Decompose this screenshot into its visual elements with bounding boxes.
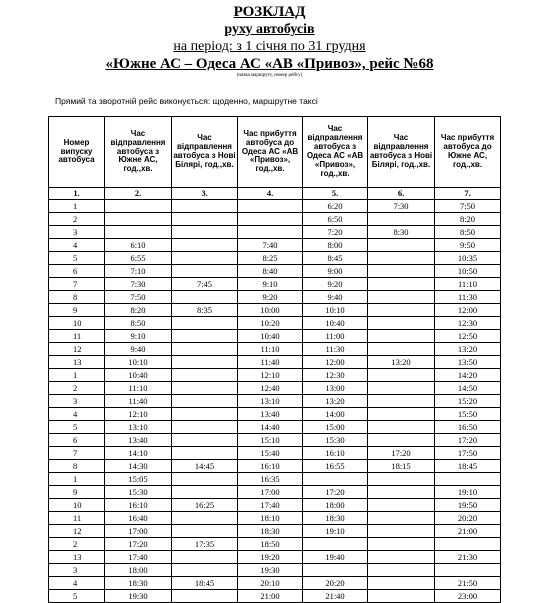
depart-novi-bilyari-cell [172,564,238,577]
column-number: 6. [368,188,435,200]
arrive-yuzhne-cell [435,538,501,551]
depart-yuzhne-cell: 11:10 [105,382,172,395]
bus-number-cell: 3 [49,395,105,408]
depart-yuzhne-cell [105,213,172,226]
depart-yuzhne-cell: 9:40 [105,343,172,356]
depart-novi-bilyari-return-cell: 7:30 [368,200,435,213]
arrive-yuzhne-cell: 23:00 [435,590,501,603]
depart-novi-bilyari-cell [172,551,238,564]
table-row [49,499,501,512]
table-row [49,577,501,590]
bus-number-cell: 5 [49,590,105,603]
arrive-yuzhne-cell: 8:20 [435,213,501,226]
table-row [49,382,501,395]
table-row [49,512,501,525]
depart-odesa-cell: 16:10 [303,447,368,460]
depart-odesa-cell: 10:40 [303,317,368,330]
arrive-odesa-cell: 20:10 [238,577,303,590]
arrive-yuzhne-cell: 16:50 [435,421,501,434]
arrive-odesa-cell: 19:20 [238,551,303,564]
arrive-yuzhne-cell: 15:20 [435,395,501,408]
depart-odesa-cell: 11:30 [303,343,368,356]
arrive-yuzhne-cell [435,564,501,577]
bus-number-cell: 7 [49,278,105,291]
depart-yuzhne-cell: 13:10 [105,421,172,434]
depart-yuzhne-cell: 9:10 [105,330,172,343]
arrive-yuzhne-cell: 11:10 [435,278,501,291]
arrive-yuzhne-cell: 12:30 [435,317,501,330]
depart-odesa-cell: 14:00 [303,408,368,421]
depart-yuzhne-cell: 11:40 [105,395,172,408]
depart-novi-bilyari-cell [172,291,238,304]
column-header: Час відправлення автобуса з Одеса АС «АВ «Привоз», год.,хв. [303,117,368,188]
depart-novi-bilyari-return-cell [368,486,435,499]
document-subtitle: руху автобусів [224,22,315,37]
depart-yuzhne-cell: 17:20 [105,538,172,551]
table-row [49,564,501,577]
depart-yuzhne-cell: 13:40 [105,434,172,447]
arrive-yuzhne-cell: 10:50 [435,265,501,278]
depart-novi-bilyari-return-cell [368,291,435,304]
table-row [49,252,501,265]
depart-novi-bilyari-return-cell [368,421,435,434]
table-row [49,408,501,421]
depart-novi-bilyari-cell [172,447,238,460]
arrive-odesa-cell: 12:10 [238,369,303,382]
bus-number-cell: 2 [49,382,105,395]
bus-number-cell: 10 [49,317,105,330]
depart-novi-bilyari-cell: 14:45 [172,460,238,473]
depart-yuzhne-cell [105,200,172,213]
bus-number-cell: 13 [49,356,105,369]
table-row [49,356,501,369]
depart-novi-bilyari-cell [172,590,238,603]
depart-odesa-cell: 15:00 [303,421,368,434]
depart-novi-bilyari-return-cell [368,317,435,330]
arrive-odesa-cell: 10:00 [238,304,303,317]
depart-odesa-cell: 20:20 [303,577,368,590]
depart-odesa-cell: 9:00 [303,265,368,278]
depart-novi-bilyari-cell [172,213,238,226]
bus-number-cell: 6 [49,265,105,278]
depart-odesa-cell [303,564,368,577]
depart-yuzhne-cell: 18:00 [105,564,172,577]
depart-odesa-cell: 9:20 [303,278,368,291]
arrive-odesa-cell: 11:40 [238,356,303,369]
route-caption: (назва маршруту, номер рейсу) [236,73,303,78]
depart-odesa-cell: 12:00 [303,356,368,369]
depart-odesa-cell: 6:20 [303,200,368,213]
table-row [49,473,501,486]
column-number-row [49,188,501,200]
arrive-yuzhne-cell: 13:50 [435,356,501,369]
table-row [49,421,501,434]
arrive-odesa-cell: 8:25 [238,252,303,265]
table-row [49,525,501,538]
arrive-odesa-cell: 10:20 [238,317,303,330]
depart-novi-bilyari-return-cell [368,239,435,252]
depart-yuzhne-cell: 10:40 [105,369,172,382]
table-row [49,200,501,213]
depart-odesa-cell: 19:10 [303,525,368,538]
column-header: Час прибуття автобуса до Южне АС, год.,хв. [435,117,501,188]
column-header: Час відправлення автобуса з Нові Білярі, год.,хв. [172,117,238,188]
depart-novi-bilyari-return-cell [368,343,435,356]
route-name: «Южне АС – Одеса АС «АВ «Привоз», рейс №68 [105,56,434,72]
depart-yuzhne-cell: 17:00 [105,525,172,538]
depart-novi-bilyari-return-cell [368,434,435,447]
depart-novi-bilyari-cell [172,265,238,278]
depart-novi-bilyari-cell [172,382,238,395]
depart-odesa-cell: 7:20 [303,226,368,239]
depart-yuzhne-cell: 7:30 [105,278,172,291]
depart-novi-bilyari-return-cell [368,525,435,538]
arrive-odesa-cell: 18:50 [238,538,303,551]
depart-novi-bilyari-return-cell [368,551,435,564]
depart-novi-bilyari-return-cell [368,577,435,590]
arrive-odesa-cell: 19:30 [238,564,303,577]
arrive-odesa-cell: 16:10 [238,460,303,473]
bus-number-cell: 4 [49,239,105,252]
column-header: Час відправлення автобуса з Нові Білярі, год.,хв. [368,117,435,188]
depart-odesa-cell: 8:45 [303,252,368,265]
column-number: 4. [238,188,303,200]
arrive-yuzhne-cell: 21:50 [435,577,501,590]
arrive-odesa-cell: 18:30 [238,525,303,538]
table-row [49,278,501,291]
depart-novi-bilyari-cell: 18:45 [172,577,238,590]
depart-novi-bilyari-cell: 16:25 [172,499,238,512]
arrive-odesa-cell: 18:10 [238,512,303,525]
arrive-yuzhne-cell: 14:50 [435,382,501,395]
depart-novi-bilyari-return-cell [368,304,435,317]
bus-number-cell: 4 [49,577,105,590]
arrive-odesa-cell: 12:40 [238,382,303,395]
arrive-odesa-cell: 17:40 [238,499,303,512]
depart-odesa-cell: 18:30 [303,512,368,525]
schedule-table [48,116,501,603]
depart-novi-bilyari-return-cell [368,538,435,551]
table-row [49,226,501,239]
column-number: 2. [105,188,172,200]
depart-novi-bilyari-return-cell [368,590,435,603]
arrive-yuzhne-cell: 21:30 [435,551,501,564]
arrive-odesa-cell: 8:40 [238,265,303,278]
depart-novi-bilyari-cell [172,239,238,252]
depart-novi-bilyari-cell [172,486,238,499]
depart-novi-bilyari-return-cell [368,382,435,395]
bus-number-cell: 11 [49,512,105,525]
arrive-yuzhne-cell: 12:00 [435,304,501,317]
depart-novi-bilyari-cell: 7:45 [172,278,238,291]
arrive-yuzhne-cell: 12:50 [435,330,501,343]
arrive-yuzhne-cell: 19:50 [435,499,501,512]
depart-novi-bilyari-return-cell [368,330,435,343]
schedule-period: на період: з 1 січня по 31 грудня [173,39,366,54]
depart-novi-bilyari-cell [172,512,238,525]
depart-novi-bilyari-return-cell: 13:20 [368,356,435,369]
depart-novi-bilyari-return-cell [368,213,435,226]
document-title: РОЗКЛАД [233,4,306,20]
bus-number-cell: 3 [49,226,105,239]
bus-number-cell: 9 [49,486,105,499]
depart-novi-bilyari-return-cell [368,369,435,382]
depart-yuzhne-cell: 18:30 [105,577,172,590]
table-row [49,304,501,317]
arrive-odesa-cell [238,213,303,226]
depart-yuzhne-cell: 6:10 [105,239,172,252]
table-row [49,213,501,226]
table-row [49,486,501,499]
depart-novi-bilyari-cell: 8:35 [172,304,238,317]
arrive-yuzhne-cell: 10:35 [435,252,501,265]
arrive-odesa-cell: 16:35 [238,473,303,486]
depart-novi-bilyari-cell [172,408,238,421]
depart-novi-bilyari-return-cell [368,473,435,486]
table-header-row [49,117,501,188]
arrive-odesa-cell: 7:40 [238,239,303,252]
depart-yuzhne-cell: 8:20 [105,304,172,317]
table-row [49,317,501,330]
arrive-odesa-cell: 9:10 [238,278,303,291]
depart-novi-bilyari-return-cell [368,408,435,421]
depart-odesa-cell: 19:40 [303,551,368,564]
column-number: 5. [303,188,368,200]
arrive-yuzhne-cell: 17:20 [435,434,501,447]
depart-odesa-cell: 16:55 [303,460,368,473]
arrive-yuzhne-cell [435,473,501,486]
depart-odesa-cell: 13:00 [303,382,368,395]
depart-yuzhne-cell: 15:05 [105,473,172,486]
arrive-yuzhne-cell: 11:30 [435,291,501,304]
arrive-yuzhne-cell: 14:20 [435,369,501,382]
depart-yuzhne-cell: 17:40 [105,551,172,564]
depart-yuzhne-cell: 7:50 [105,291,172,304]
depart-odesa-cell: 21:40 [303,590,368,603]
table-row [49,343,501,356]
depart-odesa-cell: 13:20 [303,395,368,408]
depart-novi-bilyari-cell [172,356,238,369]
bus-number-cell: 8 [49,460,105,473]
depart-yuzhne-cell: 8:50 [105,317,172,330]
bus-number-cell: 1 [49,473,105,486]
depart-odesa-cell: 18:00 [303,499,368,512]
table-body [49,200,501,603]
arrive-odesa-cell: 15:40 [238,447,303,460]
bus-number-cell: 4 [49,408,105,421]
bus-number-cell: 8 [49,291,105,304]
depart-novi-bilyari-cell [172,252,238,265]
depart-yuzhne-cell: 16:10 [105,499,172,512]
table-row [49,330,501,343]
table-row [49,265,501,278]
column-header: Час прибуття автобуса до Одеса АС «АВ «Привоз», год.,хв. [238,117,303,188]
arrive-odesa-cell: 14:40 [238,421,303,434]
table-row [49,551,501,564]
depart-odesa-cell: 9:40 [303,291,368,304]
depart-yuzhne-cell: 6:55 [105,252,172,265]
depart-odesa-cell: 6:50 [303,213,368,226]
bus-number-cell: 9 [49,304,105,317]
depart-yuzhne-cell: 14:10 [105,447,172,460]
depart-yuzhne-cell: 10:10 [105,356,172,369]
arrive-yuzhne-cell: 18:45 [435,460,501,473]
depart-novi-bilyari-cell [172,525,238,538]
depart-novi-bilyari-cell [172,226,238,239]
depart-odesa-cell [303,473,368,486]
depart-novi-bilyari-cell [172,473,238,486]
bus-number-cell: 12 [49,525,105,538]
column-number: 1. [49,188,105,200]
table-row [49,369,501,382]
depart-novi-bilyari-cell [172,343,238,356]
arrive-yuzhne-cell: 19:10 [435,486,501,499]
bus-number-cell: 1 [49,369,105,382]
arrive-yuzhne-cell: 15:50 [435,408,501,421]
depart-novi-bilyari-cell [172,200,238,213]
column-header: Час відправлення автобуса з Южне АС, год.,хв. [105,117,172,188]
depart-odesa-cell [303,538,368,551]
bus-number-cell: 5 [49,421,105,434]
depart-novi-bilyari-return-cell [368,564,435,577]
arrive-odesa-cell: 17:00 [238,486,303,499]
bus-number-cell: 7 [49,447,105,460]
table-row [49,447,501,460]
arrive-odesa-cell [238,226,303,239]
table-row [49,395,501,408]
arrive-odesa-cell: 10:40 [238,330,303,343]
arrive-odesa-cell: 9:20 [238,291,303,304]
depart-novi-bilyari-cell: 17:35 [172,538,238,551]
arrive-odesa-cell [238,200,303,213]
bus-number-cell: 5 [49,252,105,265]
depart-odesa-cell: 15:30 [303,434,368,447]
depart-odesa-cell: 10:10 [303,304,368,317]
arrive-yuzhne-cell: 13:20 [435,343,501,356]
arrive-odesa-cell: 13:40 [238,408,303,421]
bus-number-cell: 12 [49,343,105,356]
depart-yuzhne-cell: 12:10 [105,408,172,421]
arrive-yuzhne-cell: 9:50 [435,239,501,252]
depart-novi-bilyari-return-cell [368,512,435,525]
depart-yuzhne-cell: 16:40 [105,512,172,525]
depart-novi-bilyari-return-cell [368,265,435,278]
depart-novi-bilyari-cell [172,421,238,434]
arrive-yuzhne-cell: 20:20 [435,512,501,525]
depart-novi-bilyari-return-cell [368,278,435,291]
depart-novi-bilyari-cell [172,395,238,408]
depart-yuzhne-cell: 14:30 [105,460,172,473]
bus-number-cell: 13 [49,551,105,564]
bus-number-cell: 6 [49,434,105,447]
bus-number-cell: 2 [49,213,105,226]
arrive-odesa-cell: 13:10 [238,395,303,408]
arrive-yuzhne-cell: 21:00 [435,525,501,538]
bus-number-cell: 2 [49,538,105,551]
arrive-yuzhne-cell: 8:50 [435,226,501,239]
depart-novi-bilyari-return-cell: 8:30 [368,226,435,239]
bus-number-cell: 3 [49,564,105,577]
depart-odesa-cell: 8:00 [303,239,368,252]
arrive-odesa-cell: 11:10 [238,343,303,356]
table-row [49,460,501,473]
arrive-odesa-cell: 21:00 [238,590,303,603]
depart-novi-bilyari-return-cell: 18:15 [368,460,435,473]
table-row [49,239,501,252]
arrive-yuzhne-cell: 17:50 [435,447,501,460]
arrive-yuzhne-cell: 7:50 [435,200,501,213]
column-number: 7. [435,188,501,200]
depart-novi-bilyari-return-cell [368,395,435,408]
depart-yuzhne-cell: 19:30 [105,590,172,603]
service-note: Прямий та зворотній рейс виконується: щоденно, маршрутне таксі [55,96,318,106]
depart-novi-bilyari-cell [172,330,238,343]
depart-yuzhne-cell [105,226,172,239]
depart-novi-bilyari-cell [172,434,238,447]
bus-number-cell: 11 [49,330,105,343]
arrive-odesa-cell: 15:10 [238,434,303,447]
column-header: Номер випуску автобуса [49,117,105,188]
bus-number-cell: 10 [49,499,105,512]
depart-odesa-cell: 11:00 [303,330,368,343]
depart-yuzhne-cell: 7:10 [105,265,172,278]
depart-novi-bilyari-return-cell [368,499,435,512]
depart-yuzhne-cell: 15:30 [105,486,172,499]
table-row [49,434,501,447]
depart-odesa-cell: 17:20 [303,486,368,499]
column-number: 3. [172,188,238,200]
depart-novi-bilyari-return-cell [368,252,435,265]
depart-novi-bilyari-return-cell: 17:20 [368,447,435,460]
table-row [49,590,501,603]
table-row [49,291,501,304]
depart-novi-bilyari-cell [172,317,238,330]
depart-novi-bilyari-cell [172,369,238,382]
depart-odesa-cell: 12:30 [303,369,368,382]
bus-number-cell: 1 [49,200,105,213]
table-row [49,538,501,551]
